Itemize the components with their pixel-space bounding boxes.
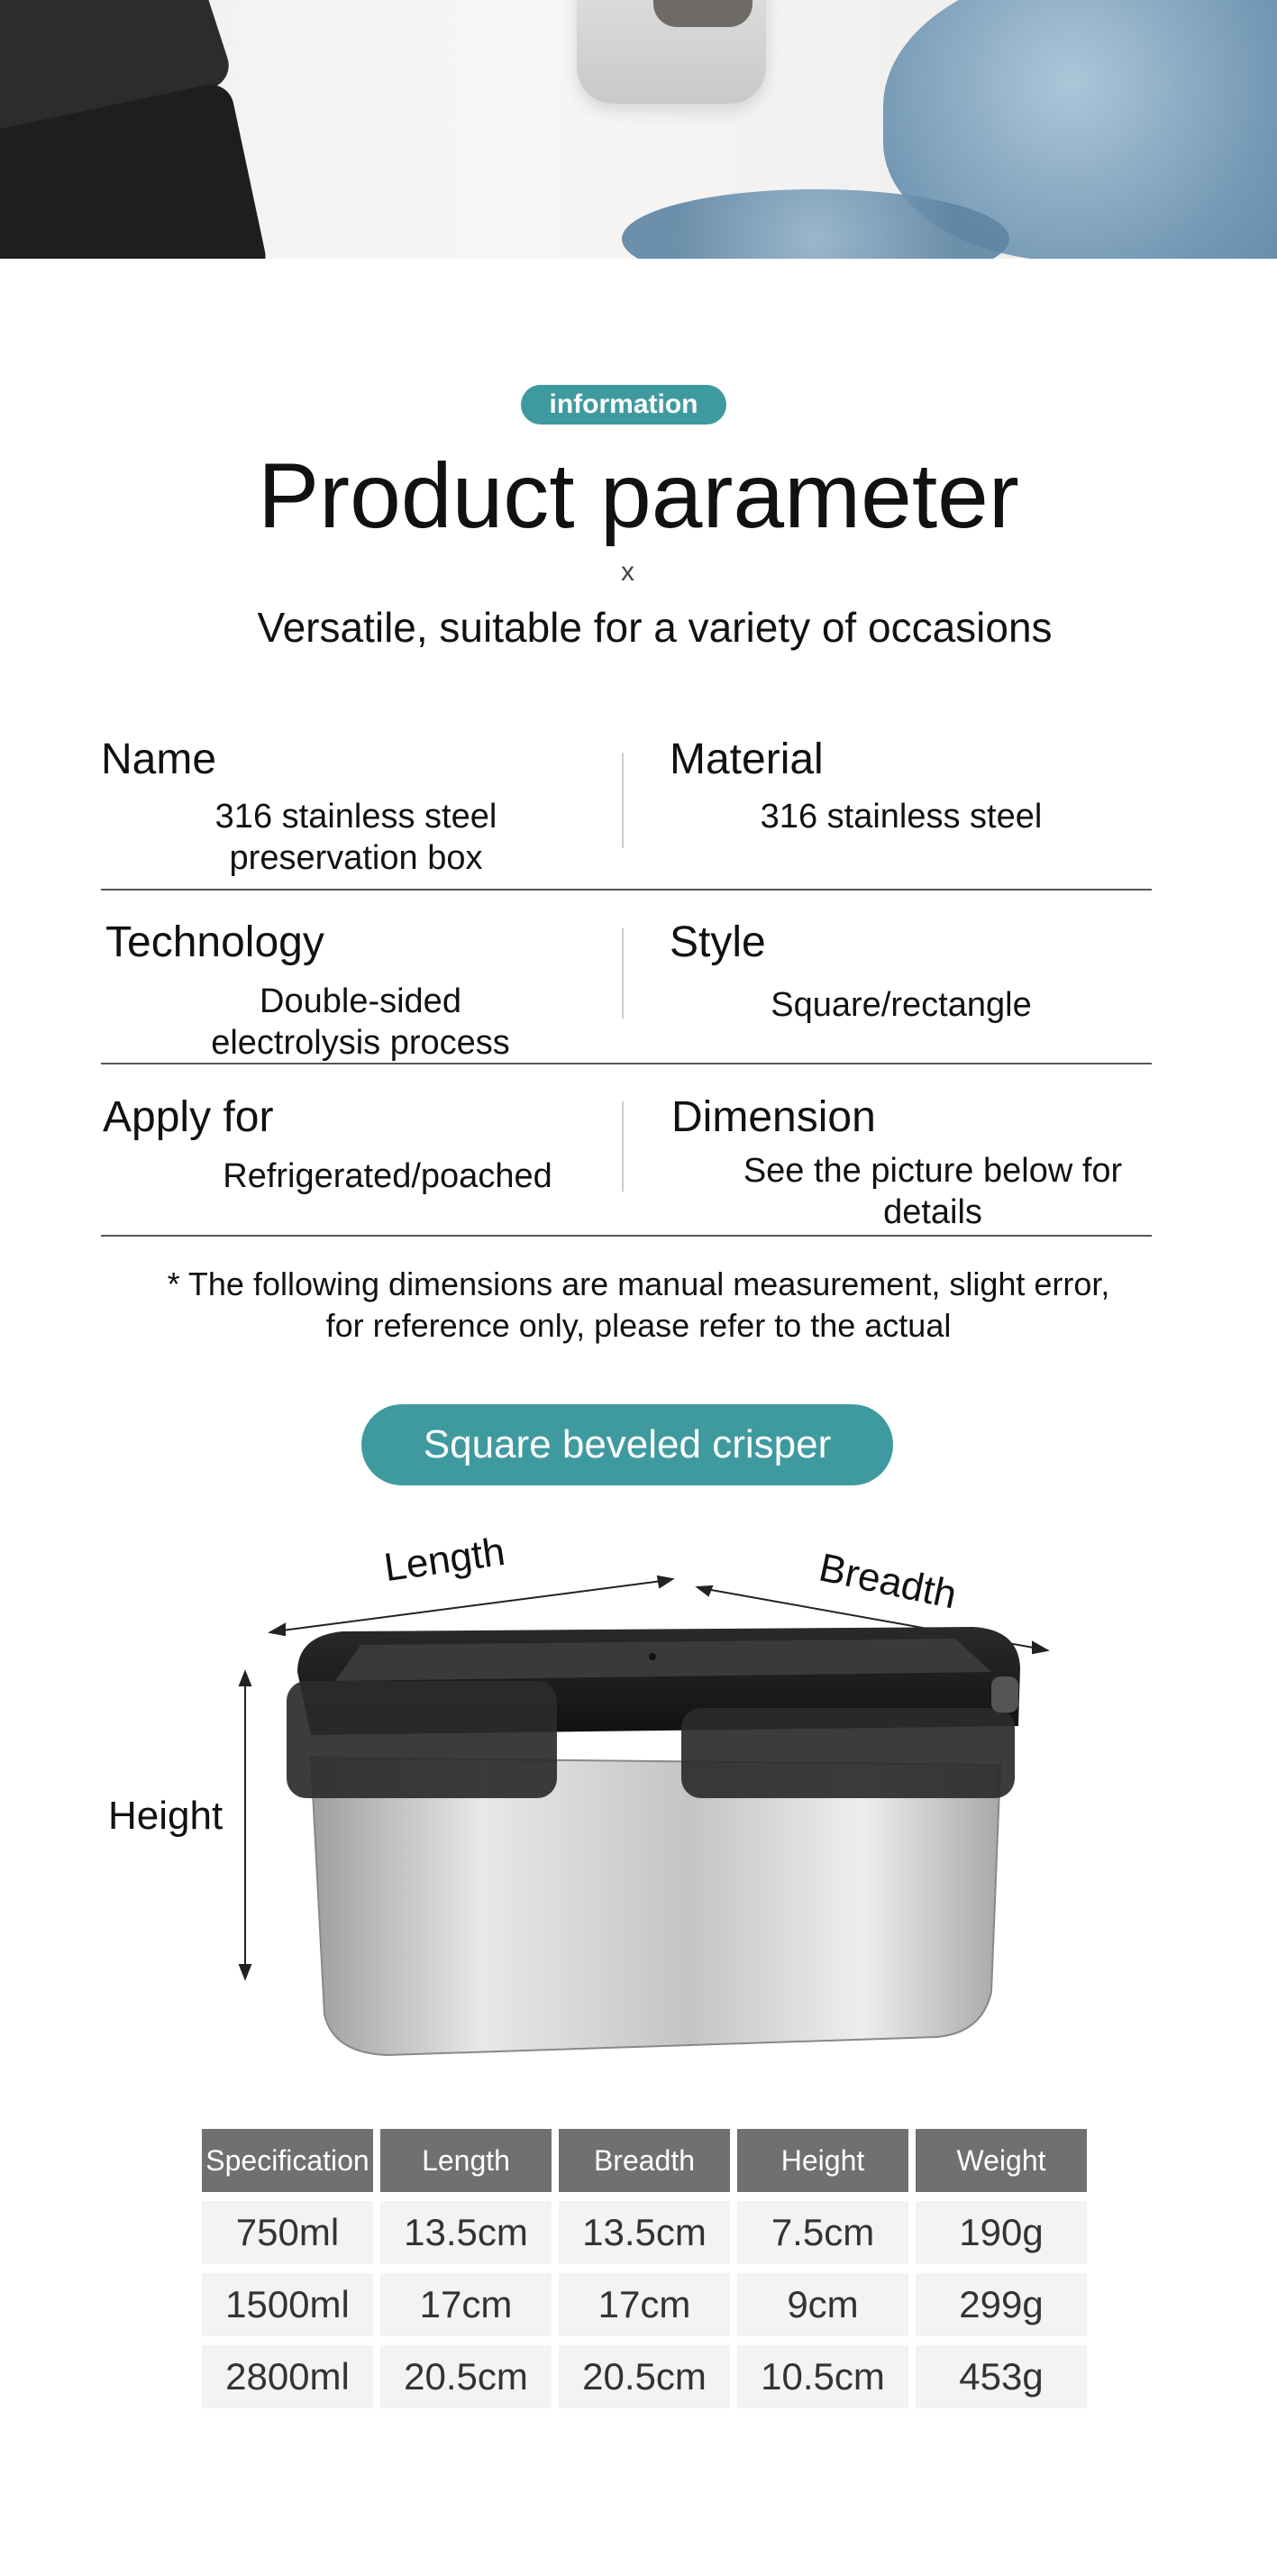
table-cell: 7.5cm [737,2201,908,2264]
column-header: Breadth [559,2129,730,2192]
table-row [202,2273,1087,2336]
param-dimension [671,1092,876,1143]
length-label: Length [381,1529,508,1591]
divider [101,1235,1152,1237]
table-cell: 750ml [202,2201,373,2264]
table-cell: 453g [916,2345,1087,2408]
table-cell: 299g [916,2273,1087,2336]
param-label: Style [670,918,766,966]
column-header: Length [380,2129,552,2192]
divider [622,1101,624,1192]
table-cell: 20.5cm [380,2345,552,2408]
table-cell: 1500ml [202,2273,373,2336]
param-material [670,735,824,785]
table-row [202,2345,1087,2408]
x-mark: x [621,557,634,587]
table-cell: 20.5cm [559,2345,730,2408]
table-cell: 190g [916,2201,1087,2264]
table-cell: 10.5cm [737,2345,908,2408]
table-cell: 17cm [559,2273,730,2336]
breadth-label: Breadth [815,1545,961,1618]
note-line: * The following dimensions are manual measurement, slight error, [167,1265,1110,1302]
param-value: See the picture below for details [743,1152,1123,1231]
product-name-pill: Square beveled crisper [361,1404,893,1485]
param-label: Name [101,735,217,783]
divider [622,753,624,848]
column-header: Height [737,2129,908,2192]
param-value: 316 stainless steel preservation box [214,798,497,877]
page-subtitle: Versatile, suitable for a variety of occasions [257,604,1053,651]
divider [101,889,1152,891]
param-value: Square/rectangle [771,986,1032,1024]
param-technology [105,918,324,968]
table-cell: 17cm [380,2273,552,2336]
param-value: Double-sided electrolysis process [211,982,510,1062]
page-title: Product parameter [258,444,1019,547]
param-label: Technology [105,918,324,966]
table-cell: 2800ml [202,2345,373,2408]
column-header: Specification [202,2129,373,2192]
hero-banner-image [0,0,1277,259]
param-label: Material [670,735,824,783]
information-badge: information [521,385,726,425]
param-name [101,735,216,785]
table-cell: 13.5cm [559,2201,730,2264]
table-row [202,2201,1087,2264]
divider [622,928,624,1019]
param-apply-for [103,1092,273,1143]
measurement-note [0,1264,1277,1347]
param-label: Dimension [671,1093,876,1141]
table-cell: 9cm [737,2273,908,2336]
table-cell: 13.5cm [380,2201,552,2264]
param-label: Apply for [103,1093,274,1141]
table-header-row [202,2129,1087,2192]
param-value: Refrigerated/poached [223,1157,552,1195]
param-value: 316 stainless steel [760,798,1043,836]
column-header: Weight [916,2129,1087,2192]
spec-table [195,2120,1094,2417]
divider [101,1063,1152,1064]
height-label: Height [108,1794,223,1838]
note-line: for reference only, please refer to the actual [325,1307,952,1344]
param-style [670,918,766,968]
product-diagram [0,1523,1277,2100]
